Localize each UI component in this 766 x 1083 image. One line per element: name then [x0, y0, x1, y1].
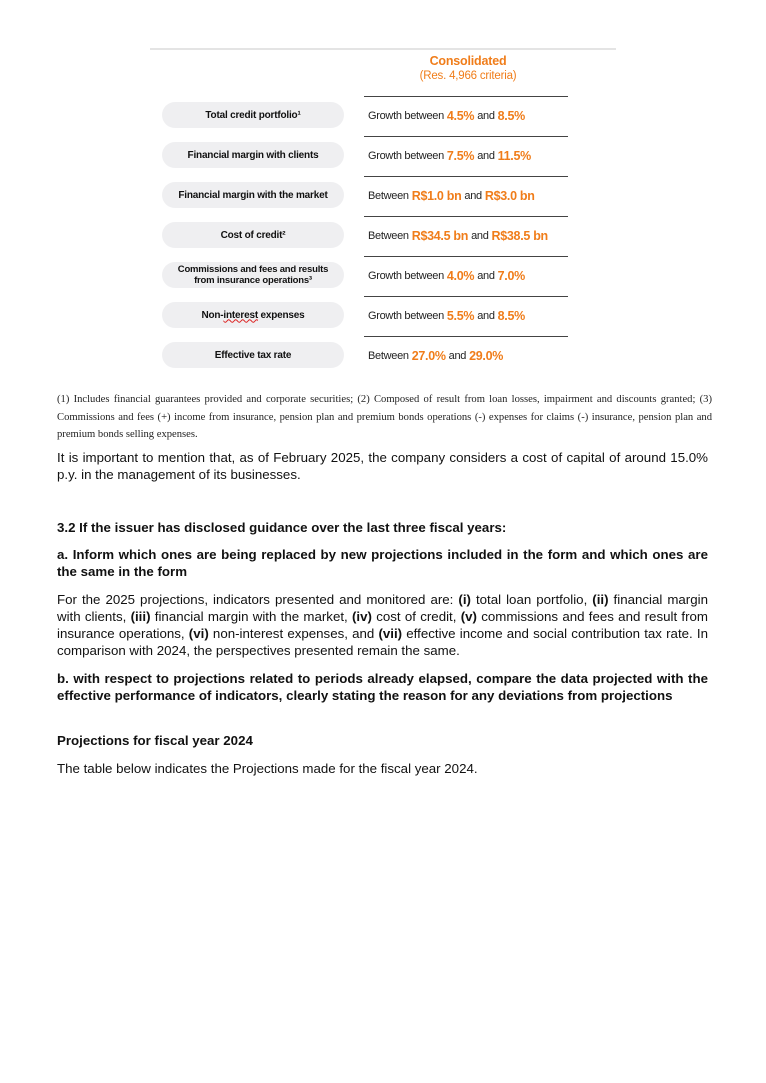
table-row: [161, 256, 568, 296]
header-title: Consolidated: [429, 54, 507, 68]
low-value: 4.5%: [446, 109, 475, 123]
high-value: 8.5%: [497, 309, 525, 323]
question-b: b. with respect to projections related to periods already elapsed, compare the data projected with the effective performance of indicators, clearly stating the reason for any deviations from projections: [57, 671, 708, 703]
table-row: [161, 96, 568, 136]
table-row: [161, 336, 568, 376]
low-value: 4.0%: [446, 269, 475, 283]
row-value: Between R$1.0 bn and R$3.0 bn: [368, 189, 535, 203]
header-subtitle: (Res. 4,966 criteria): [419, 70, 517, 82]
row-value: Growth between 4.0% and 7.0%: [368, 269, 525, 283]
row-label: Commissions and fees and results from insurance operations³: [162, 262, 344, 288]
low-value: 27.0%: [411, 349, 446, 363]
high-value: 7.0%: [497, 269, 525, 283]
low-value: R$34.5 bn: [411, 229, 469, 243]
high-value: 29.0%: [469, 349, 504, 363]
low-value: 7.5%: [446, 149, 475, 163]
projections-2024-heading: Projections for fiscal year 2024: [57, 733, 253, 748]
table-row: [161, 296, 568, 336]
question-a: a. Inform which ones are being replaced by new projections included in the form and which ones are the same in the form: [57, 547, 708, 579]
section-heading: 3.2 If the issuer has disclosed guidance over the last three fiscal years:: [57, 520, 507, 535]
table-footnote: (1) Includes financial guarantees provided and corporate securities; (2) Composed of result from loan losses, impairment and discounts granted; (3) Commissions and fees (+) income from insurance, pension plan and premium bonds operations (-) expenses for claims (-) insurance, pension plan and premium bonds selling expenses.: [57, 394, 712, 440]
top-divider: [150, 48, 616, 50]
row-label: Financial margin with clients: [162, 142, 344, 168]
table-intro: The table below indicates the Projections made for the fiscal year 2024.: [57, 761, 478, 776]
row-value: Growth between 7.5% and 11.5%: [368, 149, 531, 163]
row-value: Growth between 5.5% and 8.5%: [368, 309, 525, 323]
high-value: 11.5%: [497, 149, 531, 163]
projections-paragraph: For the 2025 projections, indicators presented and monitored are: (i) total loan portfolio, (ii) financial margin with clients, (iii) financial margin with the market, (iv) cost of credit, (v) commissions and fees and result from insurance operations, (vi) non-interest expenses, and (vii) effective income and social contribution tax rate. In comparison with 2024, the perspectives presented remain the same.: [57, 592, 709, 658]
row-label: Total credit portfolio¹: [162, 102, 344, 128]
high-value: R$3.0 bn: [484, 189, 535, 203]
row-label: Cost of credit²: [162, 222, 344, 248]
row-value: Between 27.0% and 29.0%: [368, 349, 504, 363]
table-row: [161, 136, 568, 176]
table-row: [161, 216, 568, 256]
guidance-table: [161, 96, 568, 376]
low-value: 5.5%: [446, 309, 475, 323]
row-label: Financial margin with the market: [162, 182, 344, 208]
row-value: Growth between 4.5% and 8.5%: [368, 109, 525, 123]
low-value: R$1.0 bn: [411, 189, 462, 203]
high-value: 8.5%: [497, 109, 525, 123]
row-label: Non-interest expenses: [162, 302, 344, 328]
table-row: [161, 176, 568, 216]
high-value: R$38.5 bn: [491, 229, 548, 243]
table-header: [368, 54, 568, 83]
cost-of-capital-paragraph: It is important to mention that, as of February 2025, the company considers a cost of capital of around 15.0% p.y. in the management of its businesses.: [57, 450, 708, 482]
row-label: Effective tax rate: [162, 342, 344, 368]
row-value: Between R$34.5 bn and R$38.5 bn: [368, 229, 548, 243]
